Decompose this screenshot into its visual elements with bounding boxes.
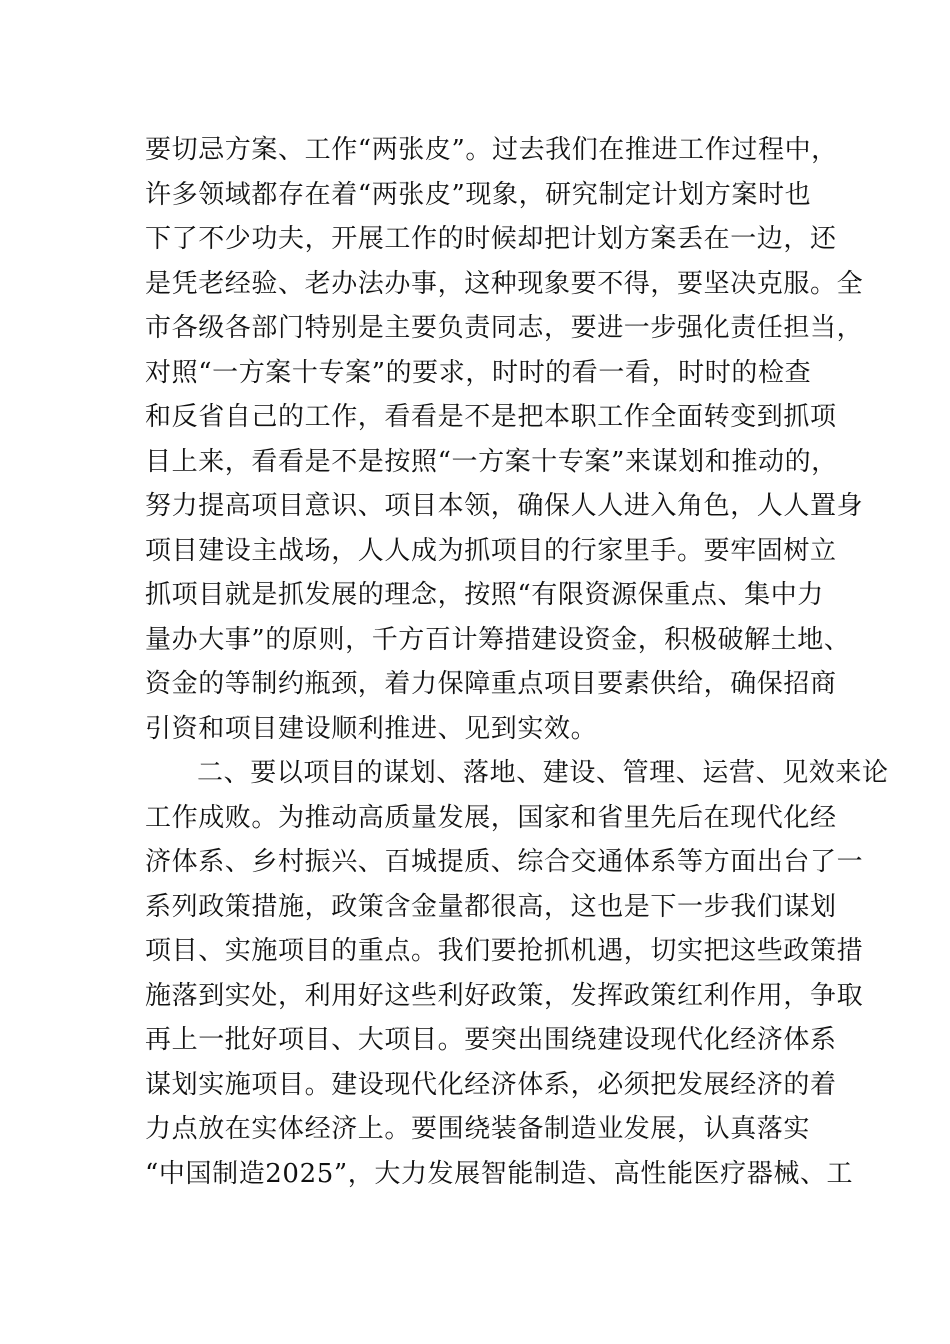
text-line-20: 施落到实处，利用好这些利好政策，发挥政策红利作用，争取 (145, 980, 864, 1011)
text-line-16: 工作成败。为推动高质量发展，国家和省里先后在现代化经 (145, 802, 837, 833)
text-line-12: 量办大事”的原则，千方百计筹措建设资金，积极破解土地、 (145, 624, 851, 655)
text-line-13: 资金的等制约瓶颈，着力保障重点项目要素供给，确保招商 (145, 669, 837, 699)
text-line-15: 二、要以项目的谋划、落地、建设、管理、运营、见效来论 (197, 758, 889, 788)
text-line-8: 目上来，看看是不是按照“一方案十专案”来谋划和推动的， (145, 446, 838, 477)
text-line-9: 努力提高项目意识、项目本领，确保人人进入角色，人人置身 (145, 491, 864, 521)
text-line-17: 济体系、乡村振兴、百城提质、综合交通体系等方面出台了一 (145, 847, 864, 877)
text-line-19: 项目、实施项目的重点。我们要抢抓机遇，切实把这些政策措 (145, 936, 864, 966)
text-line-6: 对照“一方案十专案”的要求，时时的看一看，时时的检查 (145, 357, 812, 388)
text-line-10: 项目建设主战场，人人成为抓项目的行家里手。要牢固树立 (145, 535, 837, 566)
text-line-2: 许多领域都存在着“两张皮”现象，研究制定计划方案时也 (145, 179, 812, 210)
text-line-21: 再上一批好项目、大项目。要突出围绕建设现代化经济体系 (145, 1025, 837, 1055)
text-line-23: 力点放在实体经济上。要围绕装备制造业发展，认真落实 (145, 1114, 811, 1144)
text-line-22: 谋划实施项目。建设现代化经济体系，必须把发展经济的着 (145, 1069, 837, 1100)
text-line-1: 要切忌方案、工作“两张皮”。过去我们在推进工作过程中， (145, 135, 838, 165)
text-line-3: 下了不少功夫，开展工作的时候却把计划方案丢在一边，还 (145, 224, 837, 254)
text-line-14: 引资和项目建设顺利推进、见到实效。 (145, 713, 598, 744)
text-line-7: 和反省自己的工作，看看是不是把本职工作全面转变到抓项 (145, 402, 837, 432)
text-line-24: “中国制造2025”，大力发展智能制造、高性能医疗器械、工 (145, 1158, 854, 1189)
body-text (145, 128, 889, 1196)
text-line-5: 市各级各部门特别是主要负责同志，要进一步强化责任担当， (145, 313, 864, 343)
text-line-4: 是凭老经验、老办法办事，这种现象要不得，要坚决克服。全 (145, 268, 864, 299)
text-line-11: 抓项目就是抓发展的理念，按照“有限资源保重点、集中力 (145, 580, 824, 610)
text-line-18: 系列政策措施，政策含金量都很高，这也是下一步我们谋划 (145, 891, 837, 922)
